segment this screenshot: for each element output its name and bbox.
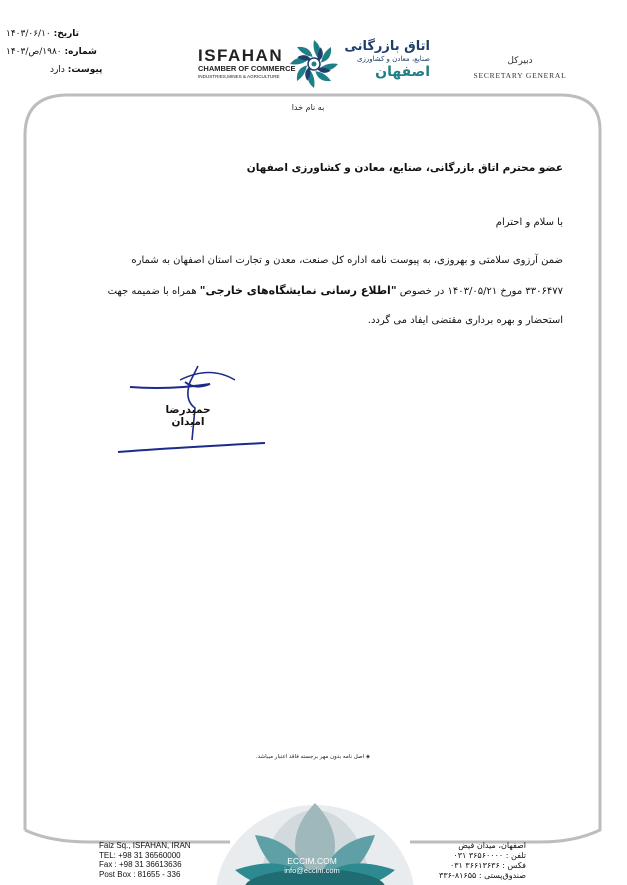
fax-fa: فکس : ۳۶۶۱۳۶۳۶ ۰۳۱ — [449, 861, 526, 870]
body-line-2-a: ۳۳۰۶۴۷۷ مورخ ۱۴۰۳/۰۵/۲۱ در خصوص — [396, 286, 563, 297]
bullet-icon: ◈ — [365, 754, 371, 760]
footer-site — [262, 856, 362, 875]
signer-name: حمیدرضا امیدان — [165, 404, 211, 428]
logo-en-subtitle: CHAMBER OF COMMERCE — [198, 64, 296, 73]
greeting: با سلام و احترام — [495, 217, 563, 228]
body-line-2 — [108, 282, 563, 301]
pobox-en: Post Box : 81655 - 336 — [99, 869, 181, 879]
tel-fa: تلفن : ۳۶۵۶۰۰۰۰ ۰۳۱ — [453, 851, 526, 860]
number-value: ۱۹۸۰/ص/۱۴۰۳ — [6, 47, 62, 57]
address-fa: اصفهان، میدان فیض — [458, 841, 526, 850]
body-line-3: استحضار و بهره برداری مقتضی ایفاد می گردد. — [367, 315, 563, 326]
email-link[interactable]: info@eccim.com — [284, 866, 340, 875]
footer-contact-fa — [420, 841, 526, 881]
validity-note-text: اصل نامه بدون مهر برجسته فاقد اعتبار میباشد. — [255, 754, 365, 760]
logo-fa-line3: اصفهان — [375, 64, 430, 80]
logo-en — [198, 46, 298, 79]
logo-fa — [340, 40, 430, 80]
body-line-2-subject: "اطلاع رسانی نمایشگاه‌های خارجی" — [199, 284, 397, 297]
number-label: شماره: — [64, 47, 97, 57]
pobox-fa: صندوق‌پستی : ۸۱۶۵۵-۳۳۶ — [439, 871, 526, 880]
secretary-en: SECRETARY GENERAL — [473, 71, 567, 80]
secretary-general — [470, 56, 570, 80]
footer-contact-en — [99, 841, 191, 879]
body-line-1: ضمن آرزوی سلامتی و بهروزی، به پیوست نامه اداره کل صنعت، معدن و تجارت استان اصفهان به شماره — [131, 255, 563, 266]
attachment-label: پیوست: — [67, 65, 103, 75]
validity-note — [248, 754, 378, 760]
chamber-emblem-icon — [288, 38, 340, 90]
fax-en: Fax : +98 31 36613636 — [99, 860, 182, 870]
body-line-2-c: همراه با ضمیمه جهت — [107, 286, 200, 297]
attachment-row — [50, 65, 102, 75]
date-value: ۱۴۰۳/۰۶/۱۰ — [6, 29, 51, 39]
logo-fa-line1: اتاق بازرگانی — [344, 39, 430, 54]
address-en: Faiz Sq., ISFAHAN, IRAN — [99, 841, 191, 850]
site-link[interactable]: ECCIM.COM — [287, 856, 337, 866]
date-row — [6, 29, 79, 39]
number-row — [6, 47, 97, 57]
date-label: تاریخ: — [53, 29, 80, 39]
attachment-value: دارد — [50, 65, 65, 75]
recipient: عضو محترم اتاق بازرگانی، صنایع، معادن و کشاورزی اصفهان — [246, 162, 563, 174]
secretary-fa: دبیرکل — [507, 56, 533, 66]
logo-fa-line2: صنایع، معادن و کشاورزی — [356, 55, 430, 63]
tel-en: TEL: +98 31 36560000 — [99, 850, 181, 860]
logo-en-subtitle-2: INDUSTRIES,MINES & AGRICULTURE — [198, 74, 280, 79]
basmala: به نام خدا — [291, 103, 325, 112]
logo-en-title: ISFAHAN — [198, 46, 284, 65]
